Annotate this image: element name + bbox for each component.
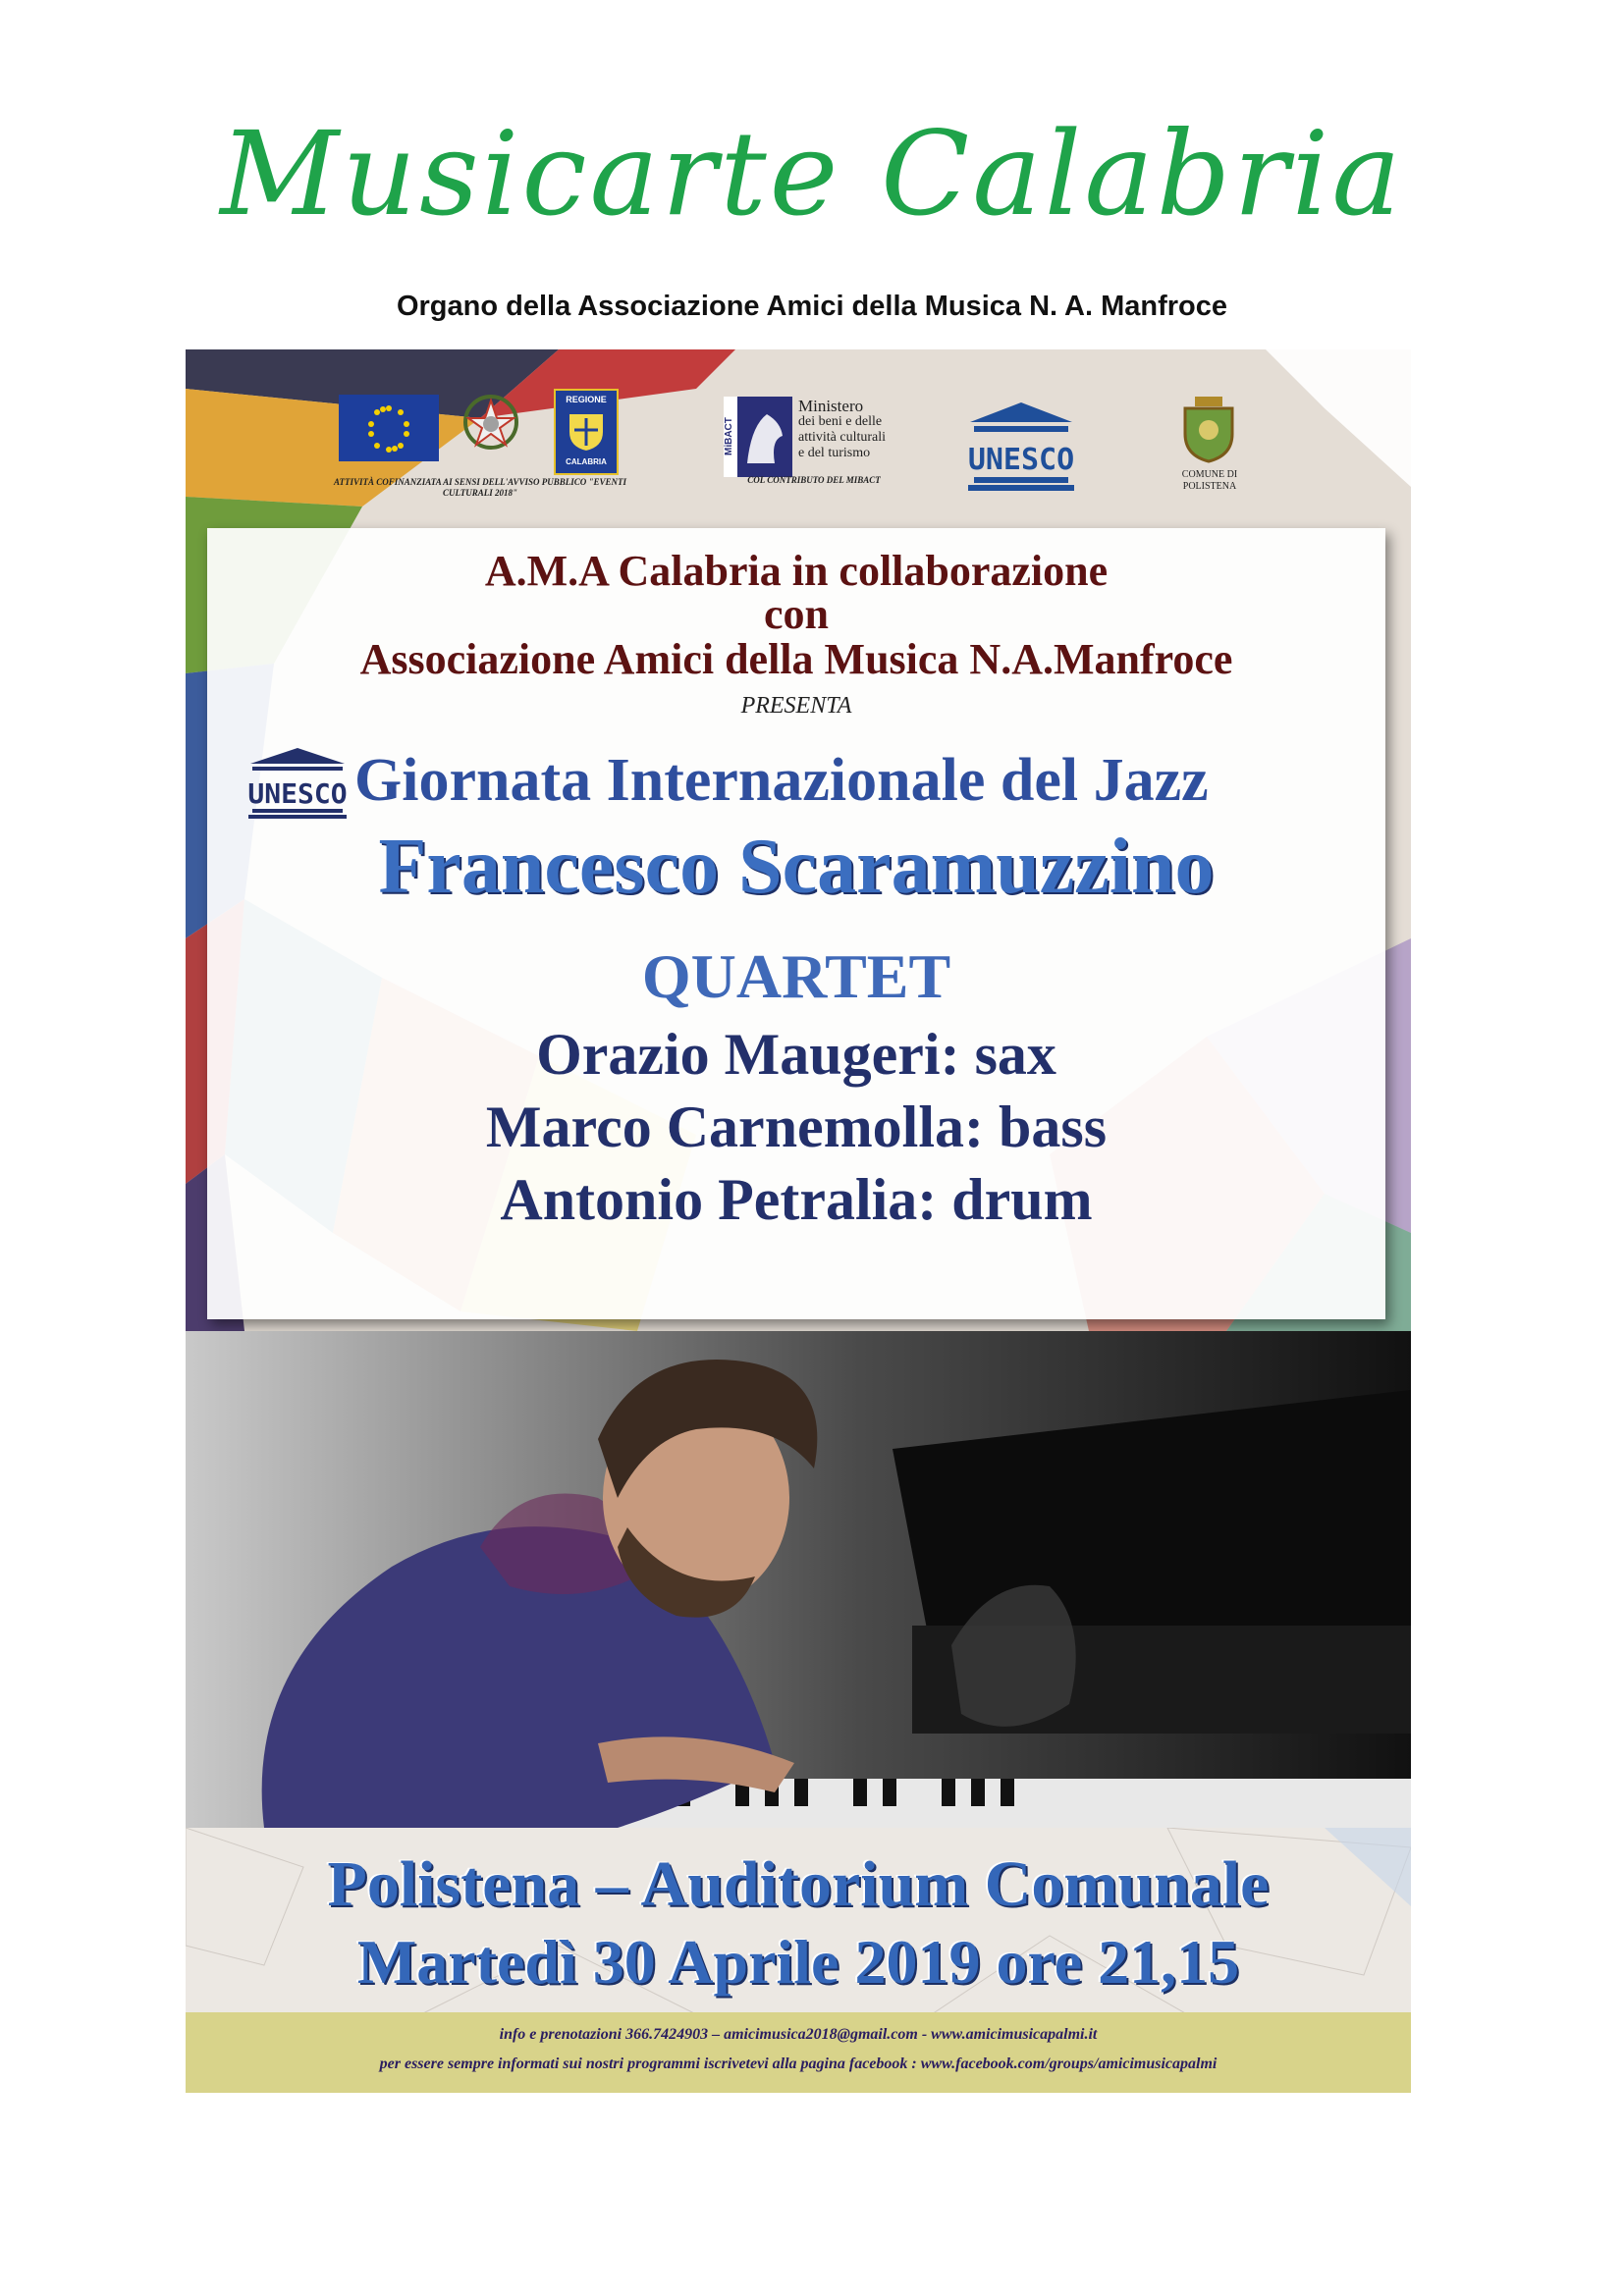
partner-association: Associazione Amici della Musica N.A.Manfroce <box>359 635 1233 683</box>
presenta-label: PRESENTA <box>740 693 852 719</box>
comune-polistena-crest <box>1177 395 1240 463</box>
organizer-connector: con <box>764 590 829 638</box>
eu-funding-caption: ATTIVITÀ COFINANZIATA AI SENSI DELL'AVVISO PUBBLICO "EVENTI CULTURALI 2018" <box>333 477 627 498</box>
unesco-mini-text: UNESCO <box>247 777 348 810</box>
mibact-side-label: MiBACT <box>724 397 737 477</box>
date-time-line: Martedì 30 Aprile 2019 ore 21,15 <box>356 1927 1240 1997</box>
ensemble-label: QUARTET <box>641 941 951 1011</box>
member-1: Orazio Maugeri: sax <box>536 1022 1056 1087</box>
mibact-line-4: e del turismo <box>798 446 871 460</box>
mibact-line-2: dei beni e delle <box>798 414 883 429</box>
sponsor-logos-bar <box>186 349 1411 507</box>
poster-footer <box>186 1828 1411 2093</box>
concert-poster <box>186 349 1411 2093</box>
region-logo-title: REGIONE <box>566 395 607 404</box>
unesco-mini-logo <box>246 746 349 821</box>
regione-calabria-logo <box>554 389 619 475</box>
region-logo-name: CALABRIA <box>566 457 607 466</box>
facebook-info-line: per essere sempre informati sui nostri programmi iscrivetevi alla pagina facebook : www.facebook.com/groups/amicimusicapalmi <box>379 2056 1218 2072</box>
italian-republic-emblem <box>462 391 519 455</box>
artist-name: Francesco Scaramuzzino <box>378 824 1215 910</box>
mibact-caption: COL CONTRIBUTO DEL MIBACT <box>747 475 881 485</box>
eu-flag-logo <box>339 395 439 461</box>
masthead-subtitle: Organo della Associazione Amici della Musica N. A. Manfroce <box>396 291 1228 322</box>
event-announcement-panel <box>207 528 1385 1319</box>
unesco-logo <box>966 399 1076 493</box>
venue-line: Polistena – Auditorium Comunale <box>327 1848 1270 1920</box>
mibact-line-1: Ministero <box>798 397 864 415</box>
member-3: Antonio Petralia: drum <box>500 1167 1093 1232</box>
event-name: Giornata Internazionale del Jazz <box>354 747 1209 814</box>
masthead-title: Musicarte Calabria <box>220 106 1404 241</box>
comune-caption: COMUNE DI POLISTENA <box>1181 469 1238 492</box>
mibact-line-3: attività culturali <box>798 430 887 445</box>
contact-info-line: info e prenotazioni 366.7424903 – amicimusica2018@gmail.com - www.amicimusicapalmi.it <box>499 2026 1098 2043</box>
unesco-logo-text: UNESCO <box>967 443 1075 477</box>
organizer-line: A.M.A Calabria in collaborazione <box>484 547 1109 595</box>
info-band <box>186 2012 1411 2093</box>
mibact-logo <box>724 397 792 477</box>
pianist-photo <box>186 1331 1411 1828</box>
member-2: Marco Carnemolla: bass <box>485 1095 1108 1159</box>
mibact-ministry-text <box>798 399 906 461</box>
